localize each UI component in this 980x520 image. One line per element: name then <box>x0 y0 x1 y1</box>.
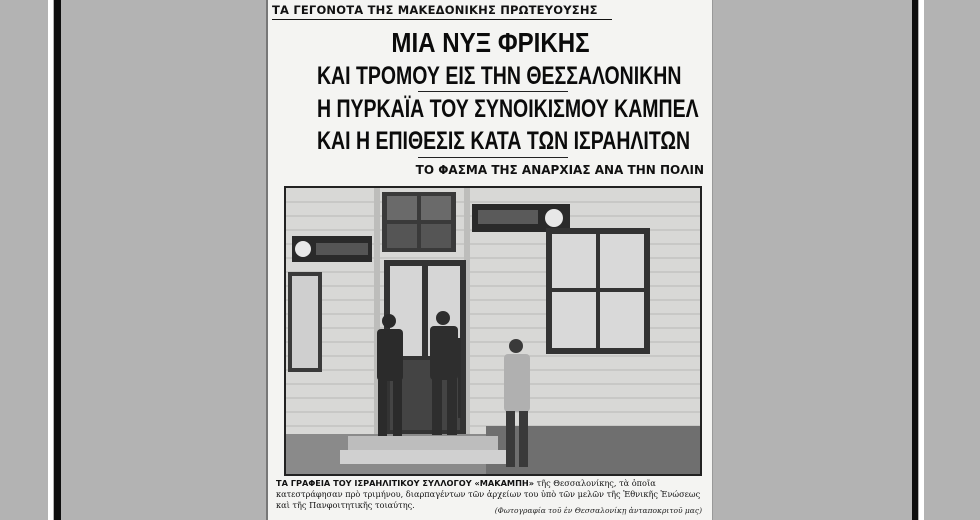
photo-credit: (Φωτογραφία τοῦ ἐν Θεσσαλονίκῃ ἀνταποκριτοῦ μας) <box>494 506 702 515</box>
photo-illustration <box>286 188 700 474</box>
frame-stripe-white-left <box>48 0 53 520</box>
section-kicker: ΤΑ ΓΕΓΟΝΟΤΑ ΤΗΣ ΜΑΚΕΔΟΝΙΚΗΣ ΠΡΩΤΕΥΟΥΣΗΣ <box>272 3 612 20</box>
caption-lead: ΤΑ ΓΡΑΦΕΙΑ ΤΟΥ ΙΣΡΑΗΛΙΤΙΚΟΥ ΣΥΛΛΟΓΟΥ «ΜΑΚΑΜΠΗ» <box>276 478 535 488</box>
newspaper-clipping <box>266 0 713 520</box>
headline-line-1: ΜΙΑ ΝΥΞ ΦΡΙΚΗΣ <box>391 27 590 58</box>
subheadline: ΤΟ ΦΑΣΜΑ ΤΗΣ ΑΝΑΡΧΙΑΣ ΑΝΑ ΤΗΝ ΠΟΛΙΝ <box>415 163 704 177</box>
headline-divider <box>418 91 568 92</box>
headline-line-4: ΚΑΙ Η ΕΠΙΘΕΣΙΣ ΚΑΤΑ ΤΩΝ ΙΣΡΑΗΛΙΤΩΝ <box>316 127 691 155</box>
frame-stripe-black-left <box>54 0 61 520</box>
news-photo <box>284 186 702 476</box>
caption-text: τῆς Θεσσαλονίκης, τὰ ὁποῖα κατεστράφησαν πρὸ τριμήνου, διαρπαγέντων τῶν ἀρχείων του ὑπὸ τῶν μελῶν τῆς Ἐθνικῆς Ἑνώσεως καὶ τῆς Πανφοιτητικῆς τοιαύτης. <box>276 478 701 510</box>
headline-line-2: ΚΑΙ ΤΡΟΜΟΥ ΕΙΣ ΤΗΝ ΘΕΣΣΑΛΟΝΙΚΗΝ <box>316 62 682 90</box>
frame-stripe-black-right <box>912 0 918 520</box>
frame-stripe-white-right <box>919 0 924 520</box>
subdeck-divider <box>418 157 568 158</box>
headline-line-3: Η ΠΥΡΚΑΪΑ ΤΟΥ ΣΥΝΟΙΚΙΣΜΟΥ ΚΑΜΠΕΛ <box>316 95 699 123</box>
